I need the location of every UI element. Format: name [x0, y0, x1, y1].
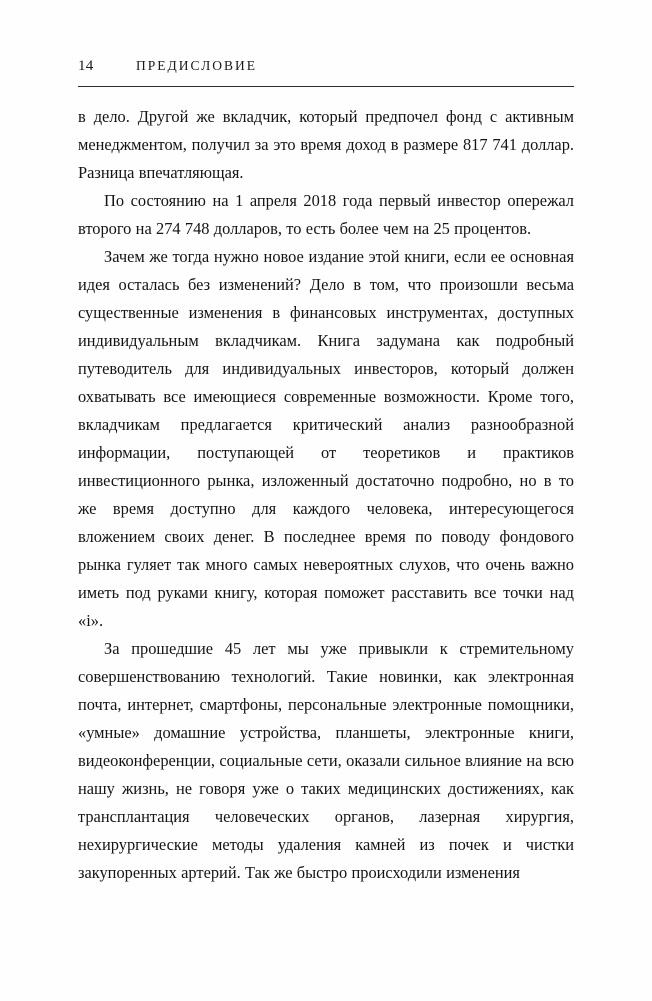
paragraph: Зачем же тогда нужно новое издание этой книги, если ее основная идея осталась без изменений? Дело в том, что произошли весьма существенные изменения в финансовых инструментах, доступных индивидуальным вкладчикам. Книга задумана как подробный путеводитель для индивидуальных инвесторов, который должен охватывать все имеющиеся современные возможности. Кроме того, вкладчикам предлагается критический анализ разнообразной информации, поступающей от теоретиков и практиков инвестиционного рынка, изложенный достаточно подробно, но в то же время доступно для каждого человека, интересующегося вложением своих денег. В последнее время по поводу фондового рынка гуляет так много самых невероятных слухов, что очень важно иметь под руками книгу, которая поможет расставить все точки над «i».	[78, 247, 574, 630]
paragraph: По состоянию на 1 апреля 2018 года первый инвестор опережал второго на 274 748 долларов, то есть более чем на 25 процентов.	[78, 191, 574, 238]
running-title: ПРЕДИСЛОВИЕ	[136, 58, 258, 73]
body-text	[78, 103, 574, 887]
page-number: 14	[78, 58, 94, 74]
page-header	[78, 58, 574, 80]
paragraph: За прошедшие 45 лет мы уже привыкли к стремительному совершенствованию технологий. Такие новинки, как электронная почта, интернет, смартфоны, персональные электронные помощники, «умные» домашние устройства, планшеты, электронные книги, видеоконференции, социальные сети, оказали сильное влияние на всю нашу жизнь, не говоря уже о таких медицинских достижениях, как трансплантация человеческих органов, лазерная хирургия, нехирургические методы удаления камней из почек и чистки закупоренных артерий. Так же быстро происходили изменения	[78, 639, 574, 882]
paragraph: в дело. Другой же вкладчик, который предпочел фонд с активным менеджментом, получил за это время доход в размере 817 741 доллар. Разница впечатляющая.	[78, 107, 574, 182]
header-divider	[78, 86, 574, 87]
